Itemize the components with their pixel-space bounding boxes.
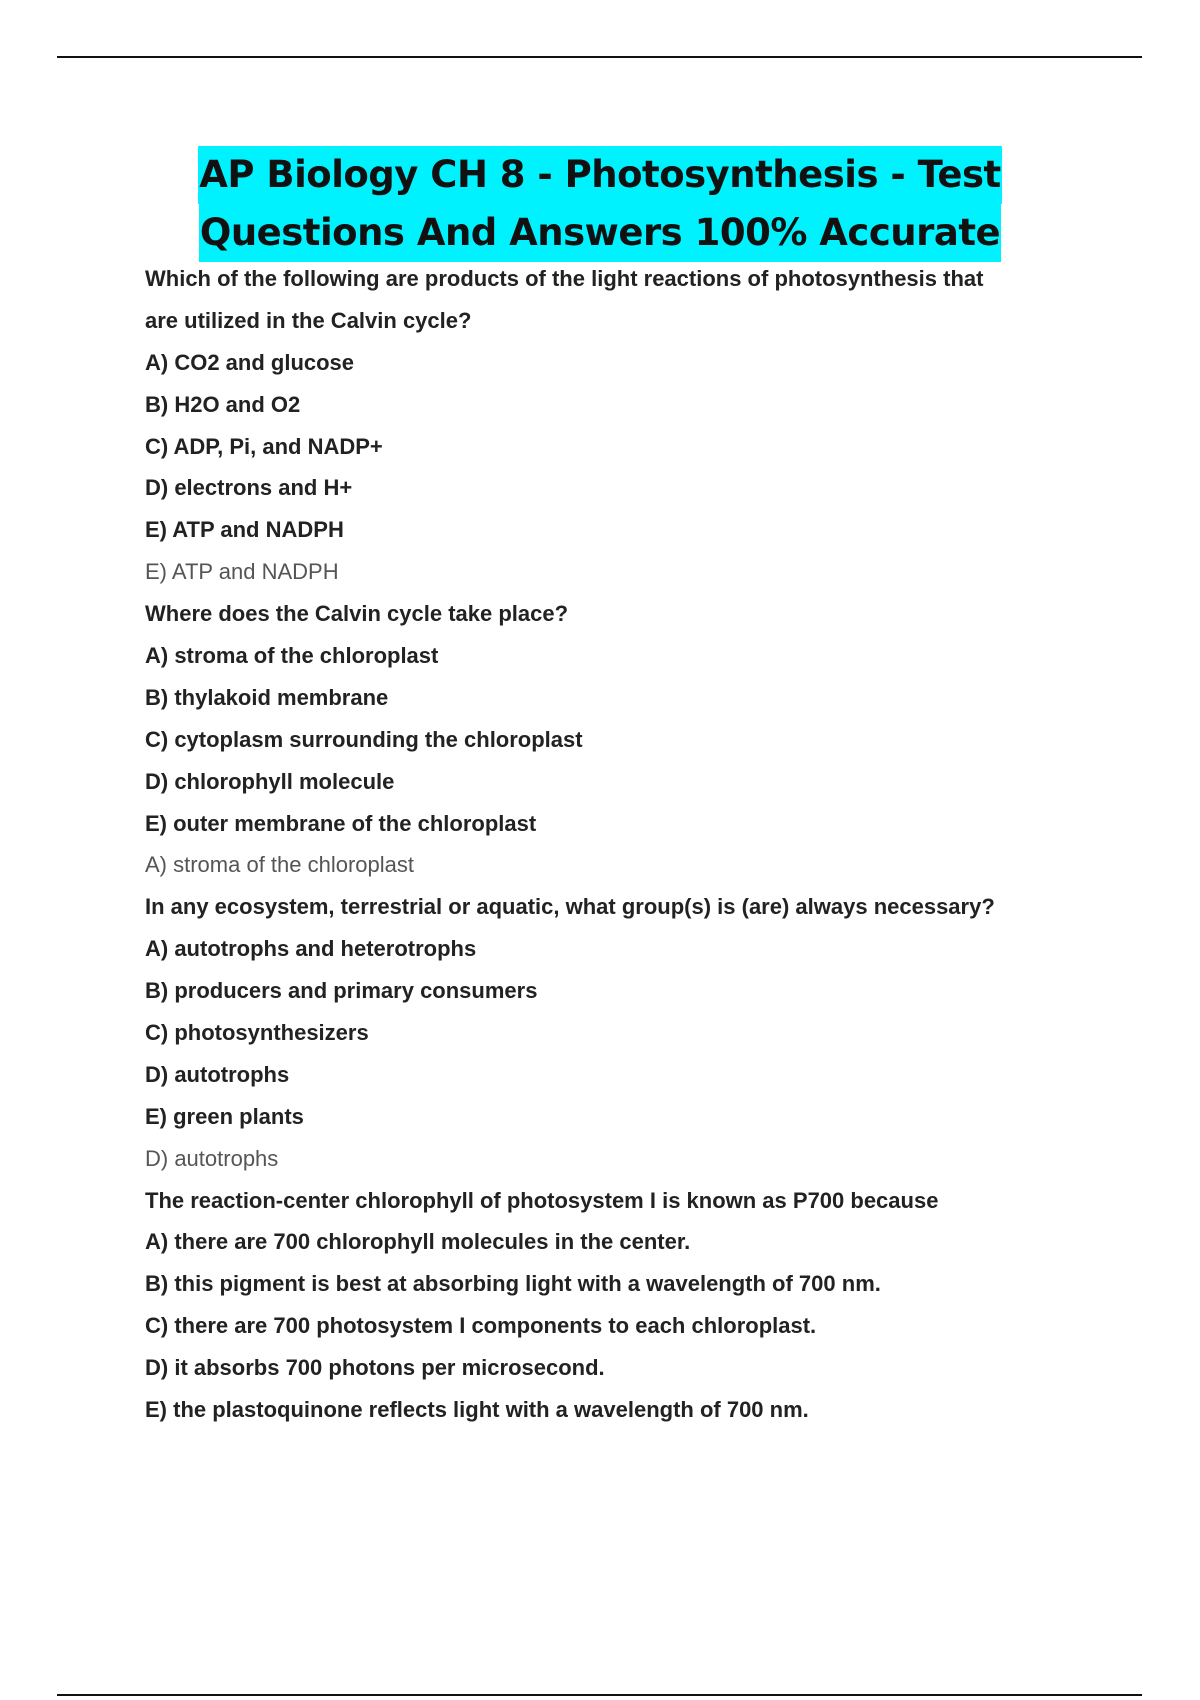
question-text: In any ecosystem, terrestrial or aquatic, what group(s) is (are) always necessary? xyxy=(145,894,995,920)
answer-option: C) photosynthesizers xyxy=(145,1020,369,1046)
question-block xyxy=(145,593,1145,886)
answer-option: B) this pigment is best at absorbing light with a wavelength of 700 nm. xyxy=(145,1271,881,1297)
answer-option: E) the plastoquinone reflects light with a wavelength of 700 nm. xyxy=(145,1397,809,1423)
question-block xyxy=(145,258,1145,593)
page-title xyxy=(0,146,1200,262)
answer-option: A) there are 700 chlorophyll molecules in the center. xyxy=(145,1229,691,1255)
question-block xyxy=(145,1180,1145,1431)
question-text: are utilized in the Calvin cycle? xyxy=(145,307,472,333)
question-text: Where does the Calvin cycle take place? xyxy=(145,601,569,627)
question-list xyxy=(145,258,1145,1431)
question-block xyxy=(145,886,1145,1179)
title-line-2: Questions And Answers 100% Accurate xyxy=(199,204,1001,262)
answer-option: C) ADP, Pi, and NADP+ xyxy=(145,433,383,459)
answer-option: A) autotrophs and heterotrophs xyxy=(145,936,477,962)
answer-option: E) outer membrane of the chloroplast xyxy=(145,810,537,836)
answer-option: A) CO2 and glucose xyxy=(145,349,355,375)
answer-option: B) H2O and O2 xyxy=(145,391,301,417)
question-text: The reaction-center chlorophyll of photosystem I is known as P700 because xyxy=(145,1187,939,1213)
answer-option: D) it absorbs 700 photons per microsecond. xyxy=(145,1355,605,1381)
correct-answer: A) stroma of the chloroplast xyxy=(145,852,415,878)
answer-option: C) there are 700 photosystem I components to each chloroplast. xyxy=(145,1313,817,1339)
bottom-rule xyxy=(57,1694,1142,1696)
answer-option: C) cytoplasm surrounding the chloroplast xyxy=(145,726,583,752)
answer-option: D) electrons and H+ xyxy=(145,475,353,501)
answer-option: E) ATP and NADPH xyxy=(145,517,344,543)
title-line-1: AP Biology CH 8 - Photosynthesis - Test xyxy=(198,146,1001,204)
top-rule xyxy=(57,56,1142,58)
answer-option: B) producers and primary consumers xyxy=(145,978,538,1004)
answer-option: D) chlorophyll molecule xyxy=(145,768,395,794)
answer-option: A) stroma of the chloroplast xyxy=(145,643,439,669)
answer-option: D) autotrophs xyxy=(145,1061,290,1087)
correct-answer: E) ATP and NADPH xyxy=(145,559,339,585)
correct-answer: D) autotrophs xyxy=(145,1145,279,1171)
answer-option: E) green plants xyxy=(145,1103,304,1129)
answer-option: B) thylakoid membrane xyxy=(145,684,389,710)
question-text: Which of the following are products of the light reactions of photosynthesis that xyxy=(145,266,984,291)
